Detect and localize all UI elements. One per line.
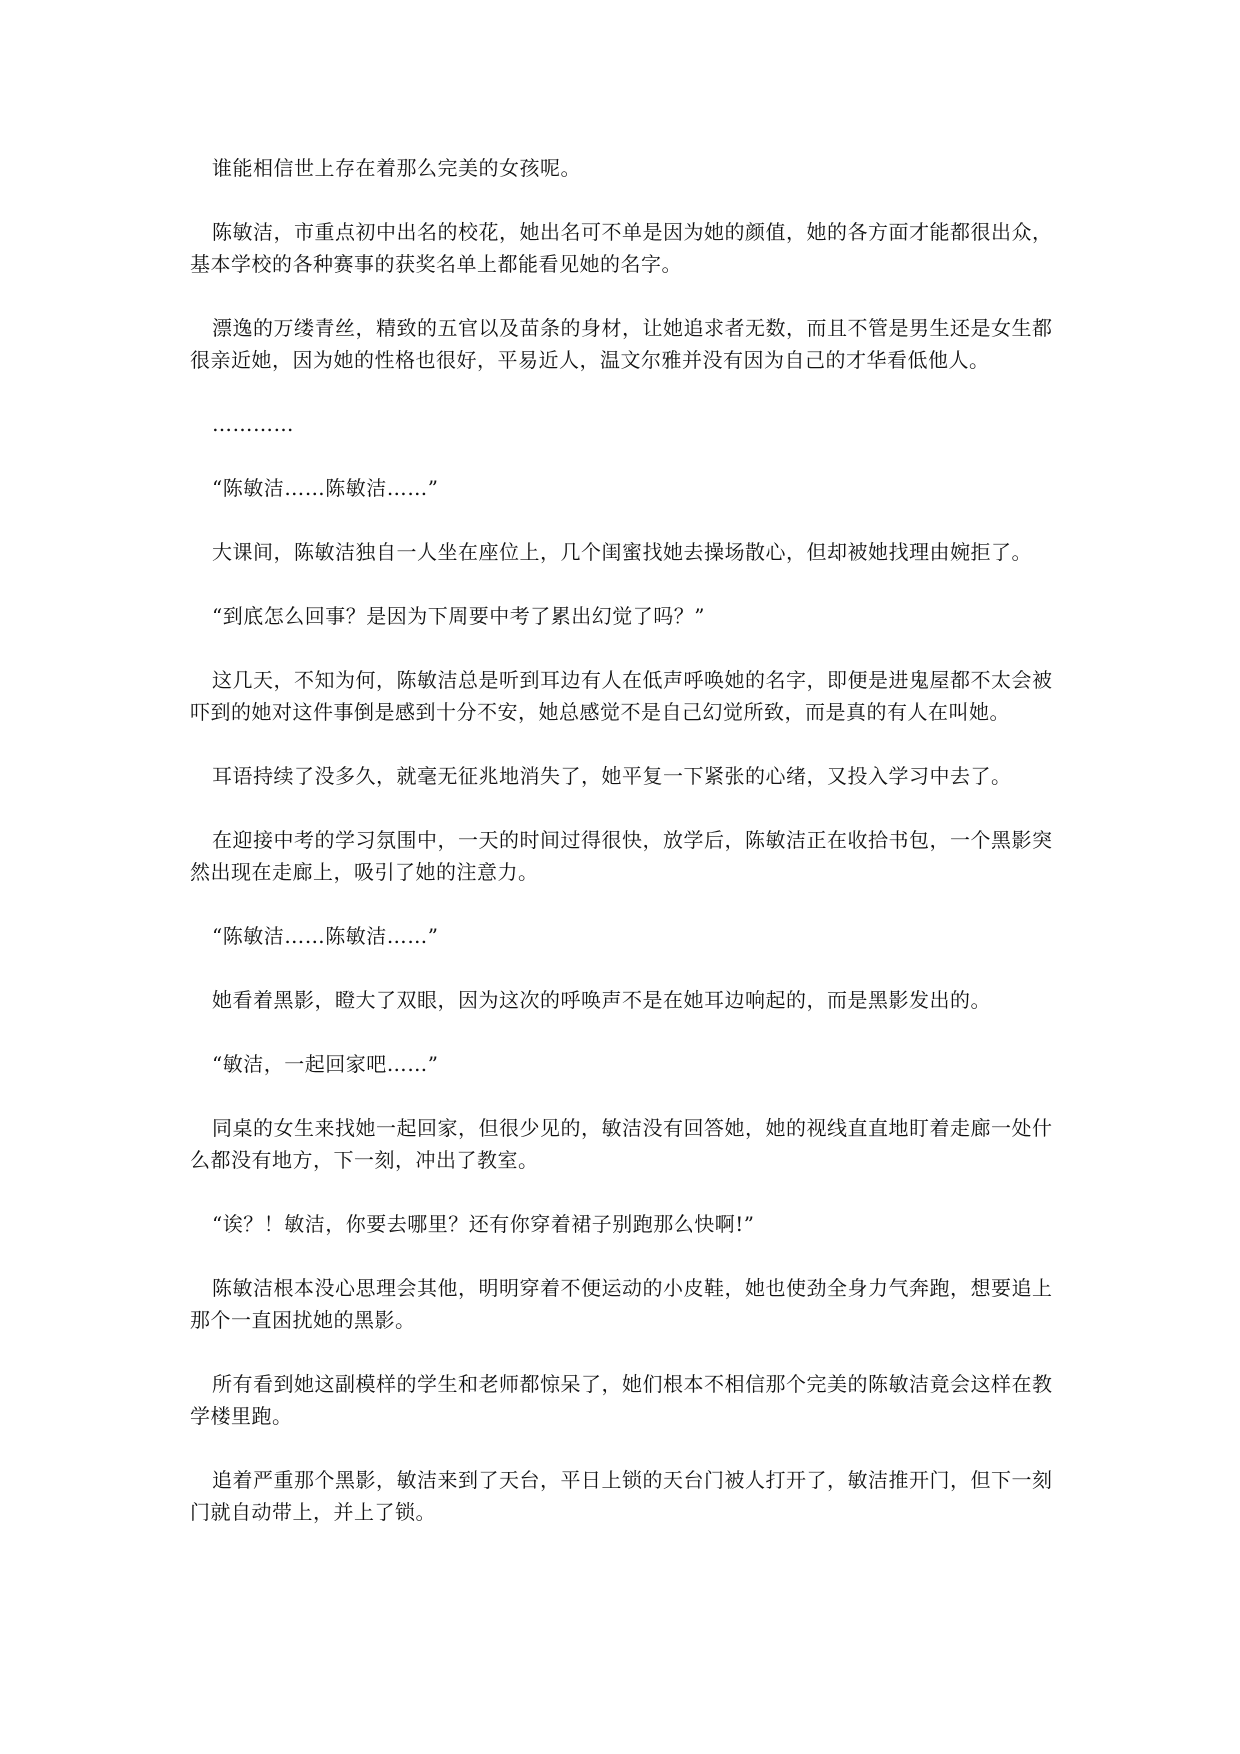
paragraph: 这几天，不知为何，陈敏洁总是听到耳边有人在低声呼唤她的名字，即便是进鬼屋都不太会被吓到的她对这件事倒是感到十分不安，她总感觉不是自己幻觉所致，而是真的有人在叫她。 (190, 668, 1053, 724)
document-body (190, 152, 1055, 1560)
paragraph: 同桌的女生来找她一起回家，但很少见的，敏洁没有回答她，她的视线直直地盯着走廊一处什么都没有地方，下一刻，冲出了教室。 (190, 1116, 1053, 1172)
dialogue-paragraph: “到底怎么回事？是因为下周要中考了累出幻觉了吗？” (212, 604, 705, 628)
paragraph: 她看着黑影，瞪大了双眼，因为这次的呼唤声不是在她耳边响起的，而是黑影发出的。 (212, 988, 991, 1012)
paragraph: 所有看到她这副模样的学生和老师都惊呆了，她们根本不相信那个完美的陈敏洁竟会这样在教学楼里跑。 (190, 1372, 1053, 1428)
dialogue-paragraph: “陈敏洁……陈敏洁……” (212, 924, 439, 948)
paragraph: 在迎接中考的学习氛围中，一天的时间过得很快，放学后，陈敏洁正在收拾书包，一个黑影突然出现在走廊上，吸引了她的注意力。 (190, 828, 1053, 884)
paragraph: 大课间，陈敏洁独自一人坐在座位上，几个闺蜜找她去操场散心，但却被她找理由婉拒了。 (212, 540, 1032, 564)
section-separator: ………… (212, 412, 294, 436)
paragraph: 漂逸的万缕青丝，精致的五官以及苗条的身材，让她追求者无数，而且不管是男生还是女生都很亲近她，因为她的性格也很好，平易近人，温文尔雅并没有因为自己的才华看低他人。 (190, 316, 1053, 372)
paragraph: 陈敏洁，市重点初中出名的校花，她出名可不单是因为她的颜值，她的各方面才能都很出众，基本学校的各种赛事的获奖名单上都能看见她的名字。 (190, 220, 1053, 276)
dialogue-paragraph: “敏洁，一起回家吧……” (212, 1052, 439, 1076)
dialogue-paragraph: “陈敏洁……陈敏洁……” (212, 476, 439, 500)
paragraph: 陈敏洁根本没心思理会其他，明明穿着不便运动的小皮鞋，她也使劲全身力气奔跑，想要追上那个一直困扰她的黑影。 (190, 1276, 1053, 1332)
paragraph: 追着严重那个黑影，敏洁来到了天台，平日上锁的天台门被人打开了，敏洁推开门，但下一刻门就自动带上，并上了锁。 (190, 1468, 1053, 1524)
paragraph: 耳语持续了没多久，就毫无征兆地消失了，她平复一下紧张的心绪，又投入学习中去了。 (212, 764, 1012, 788)
dialogue-paragraph: “诶？！敏洁，你要去哪里？还有你穿着裙子别跑那么快啊!” (212, 1212, 755, 1236)
paragraph: 谁能相信世上存在着那么完美的女孩呢。 (212, 156, 581, 180)
